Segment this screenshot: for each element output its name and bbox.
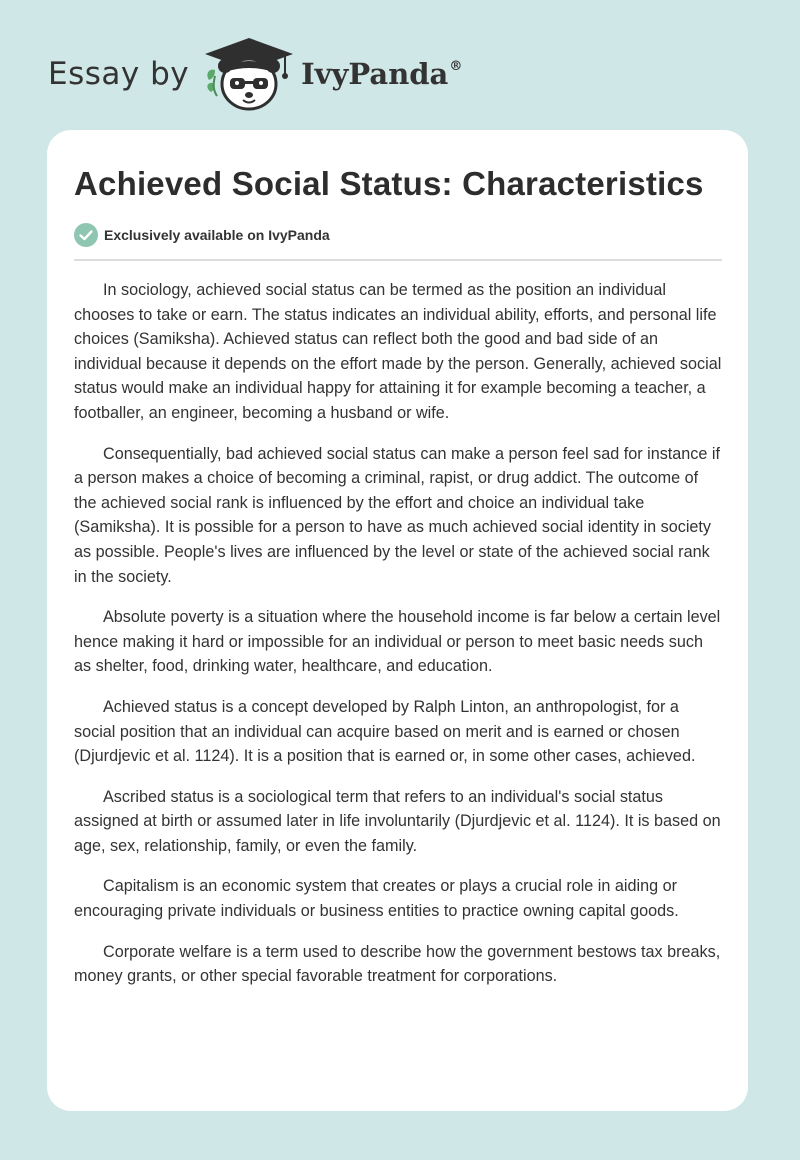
paragraph: Corporate welfare is a term used to describe how the government bestows tax breaks, money grants, or other special favorable treatment for corporations.: [74, 942, 721, 986]
site-header: [48, 34, 462, 114]
essay-card: [47, 130, 748, 1111]
brand-name-text: IvyPanda: [301, 57, 449, 91]
paragraph: Achieved status is a concept developed by Ralph Linton, an anthropologist, for a social position that an individual can acquire based on merit and is earned or chosen (Djurdjevic et al. 1124). It is a position that is earned or, in some other cases, achieved.: [74, 697, 696, 766]
graduation-cap-panda-icon: [201, 34, 297, 114]
paragraph: Absolute poverty is a situation where the household income is far below a certain level hence making it hard or impossible for an individual or person to meet basic needs such as shelter, food, drinking water, healthcare, and education.: [74, 608, 721, 676]
page-title: Achieved Social Status: Characteristics: [74, 165, 704, 202]
check-circle-icon: [74, 223, 98, 247]
paragraph: Ascribed status is a sociological term that refers to an individual's social status assigned at birth or assumed later in life involuntarily (Djurdjevic et al. 1124). It is based on age, sex, relationship, family, or even the family.: [74, 787, 721, 855]
brand-name: [301, 57, 462, 91]
title-divider: [74, 259, 722, 261]
paragraph: In sociology, achieved social status can be termed as the position an individual chooses to take or earn. The status indicates an individual ability, efforts, and personal life choices (Samiksha). Achieved status can reflect both the good and bad side of an individual because it depends on the effort made by the person. Generally, achieved social status would make an individual happy for attaining it for example becoming a teacher, a footballer, an engineer, becoming a husband or wife.: [74, 281, 722, 422]
exclusive-badge-label: Exclusively available on IvyPanda: [104, 227, 330, 243]
registered-mark: ®: [449, 59, 463, 74]
paragraph: Capitalism is an economic system that creates or plays a crucial role in aiding or encouraging private individuals or business entities to practice owning capital goods.: [74, 877, 679, 921]
exclusive-badge: [74, 222, 722, 248]
paragraph: Consequentially, bad achieved social status can make a person feel sad for instance if a person makes a choice of becoming a criminal, rapist, or drug addict. The outcome of the achieved social rank is influenced by the effort and choice an individual take (Samiksha). It is possible for a person to have as much achieved social identity in society as possible. People's lives are influenced by the level or state of the achieved social rank in the society.: [74, 444, 720, 586]
essay-by-label: Essay by: [48, 56, 190, 92]
essay-body: [74, 278, 722, 989]
